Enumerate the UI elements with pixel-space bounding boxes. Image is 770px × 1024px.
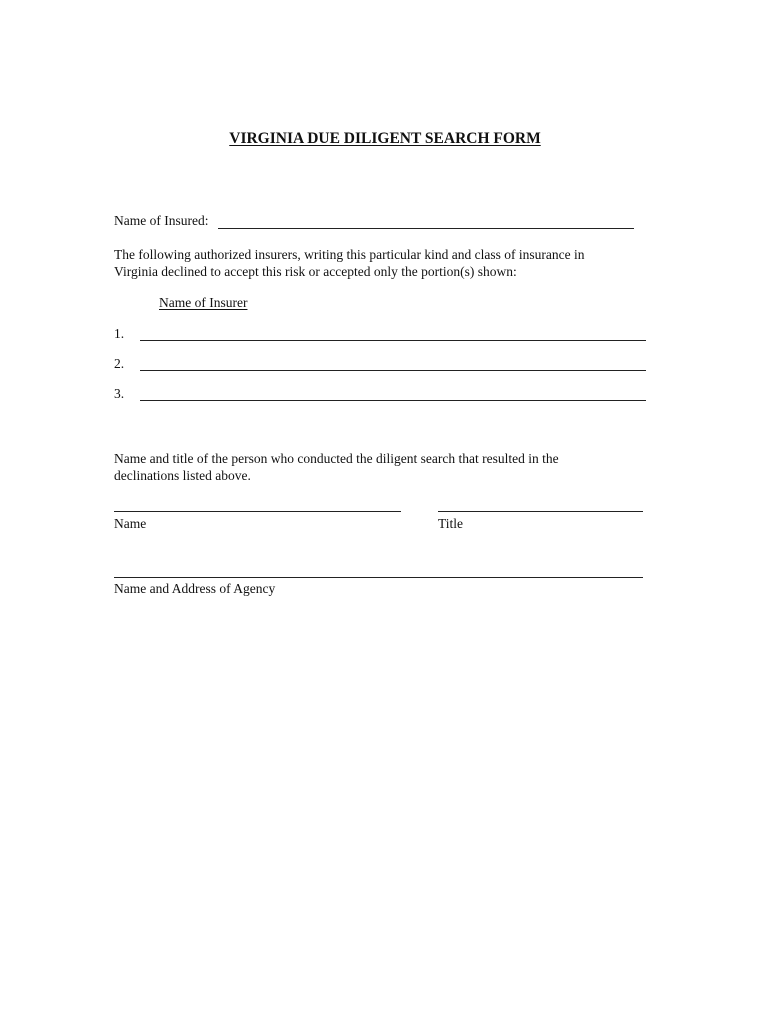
insured-label: Name of Insured: <box>114 213 209 228</box>
statement-line-2: Virginia declined to accept this risk or accepted only the portion(s) shown: <box>114 264 517 279</box>
person-name-field[interactable] <box>114 511 401 512</box>
form-title: VIRGINIA DUE DILIGENT SEARCH FORM <box>229 130 541 147</box>
agency-label: Name and Address of Agency <box>114 581 276 596</box>
name-label: Name <box>114 516 147 531</box>
title-label: Title <box>438 516 464 531</box>
person-title-field[interactable] <box>438 511 643 512</box>
insurer-field-3[interactable] <box>140 400 646 401</box>
insurer-header: Name of Insurer <box>159 295 248 310</box>
insurer-number-1: 1. <box>114 326 125 341</box>
statement-line-1: The following authorized insurers, writing this particular kind and class of insurance in <box>114 247 585 262</box>
insurer-number-2: 2. <box>114 356 125 371</box>
insurer-field-1[interactable] <box>140 340 646 341</box>
person-line-2: declinations listed above. <box>114 468 251 483</box>
insured-name-field[interactable] <box>218 228 634 229</box>
person-line-1: Name and title of the person who conducted the diligent search that resulted in the <box>114 451 559 466</box>
insurer-field-2[interactable] <box>140 370 646 371</box>
insurer-number-3: 3. <box>114 386 125 401</box>
agency-field[interactable] <box>114 577 643 578</box>
